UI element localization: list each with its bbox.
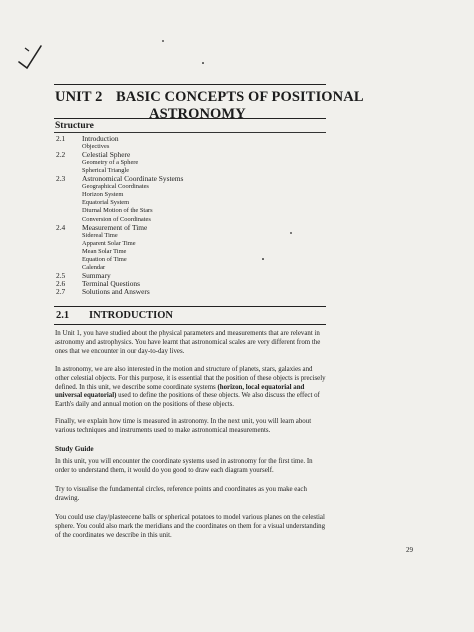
scan-speck — [262, 258, 264, 260]
intro-paragraph-2-text-b: used to define the positions of these objects. We also discuss the effect of Earth's daily and annual motion on the positions of these objects. — [55, 392, 320, 409]
intro-paragraph-1: In Unit 1, you have studied about the physical parameters and measurements that are relevant in astronomy and astrophysics. You have learnt that astronomical scales are very different from the ones that we encounter in our day-to-day lives. — [55, 330, 321, 355]
structure-item-label: Horizon System — [82, 191, 124, 199]
structure-item-label: Conversion of Coordinates — [82, 215, 151, 223]
structure-rule — [54, 132, 326, 133]
structure-item-number: 2.2 — [56, 150, 66, 160]
study-guide-paragraph-2: Try to visualise the fundamental circles, reference points and coordinates as you make each drawing. — [55, 486, 307, 502]
structure-item-label: Geographical Coordinates — [82, 183, 149, 191]
page-number: 29 — [406, 546, 413, 554]
top-rule — [54, 84, 326, 85]
intro-paragraph-2-text-a: In astronomy, we are also interested in the motion and structure of planets, stars, galaxies and other celestial objects. For this purpose, it is essential that the position of these objects is precisely defined. In this unit, we describe some coordinate systems — [55, 366, 326, 391]
structure-item-label: Solutions and Answers — [82, 286, 150, 296]
structure-item-number: 2.3 — [56, 174, 66, 184]
section-rule-bottom — [54, 324, 326, 325]
scan-speck — [290, 232, 292, 234]
structure-item-label: Diurnal Motion of the Stars — [82, 207, 153, 215]
structure-item-label: Celestial Sphere — [82, 150, 131, 160]
structure-item-number: 2.5 — [56, 270, 66, 280]
intro-paragraph-3: Finally, we explain how time is measured in astronomy. In the next unit, you will learn about various techniques and instruments used to make astronomical measurements. — [55, 418, 312, 434]
unit-title-line1: BASIC CONCEPTS OF POSITIONAL — [116, 89, 364, 105]
study-guide-heading: Study Guide — [55, 445, 94, 453]
structure-item-label: Summary — [82, 270, 111, 280]
structure-item-number: 2.7 — [56, 286, 66, 296]
structure-item-label: Mean Solar Time — [82, 247, 127, 255]
structure-heading: Structure — [55, 121, 94, 131]
coordinate-systems-emphasis: (horizon, local equatorial and universal equatorial) — [55, 383, 305, 400]
structure-item-label: Astronomical Coordinate Systems — [82, 174, 184, 184]
study-guide-paragraph-1: In this unit, you will encounter the coordinate systems used in astronomy for the first time. In order to understand them, it would do you good to draw each diagram yourself. — [55, 458, 313, 474]
structure-item-number: 2.6 — [56, 278, 66, 288]
structure-item-label: Calendar — [82, 263, 106, 271]
intro-paragraph-2 — [55, 366, 327, 410]
structure-item-label: Measurement of Time — [82, 222, 148, 232]
structure-item-label: Terminal Questions — [82, 278, 140, 288]
section-title: INTRODUCTION — [89, 310, 174, 321]
structure-item-label: Equatorial System — [82, 199, 130, 207]
study-guide-paragraph-3: You could use clay/plasteecene balls or spherical potatoes to model various planes on the celestial sphere. You could also mark the meridians and the coordinates on them for a visual understanding of the coordinates we describe in this unit. — [55, 514, 326, 539]
structure-item-number: 2.1 — [56, 134, 66, 143]
structure-item-label: Geometry of a Sphere — [82, 159, 139, 167]
structure-item-label: Introduction — [82, 134, 119, 143]
structure-item-label: Equation of Time — [82, 255, 127, 263]
scan-speck — [162, 40, 164, 42]
title-rule — [54, 118, 326, 119]
structure-item-label: Objectives — [82, 143, 110, 151]
section-number: 2.1 — [56, 310, 70, 321]
structure-item-number: 2.4 — [56, 222, 66, 232]
unit-number: UNIT 2 — [55, 89, 103, 105]
structure-item-label: Spherical Triangle — [82, 167, 130, 175]
section-rule-top — [54, 306, 326, 307]
structure-item-label: Apparent Solar Time — [82, 239, 136, 247]
scan-speck — [202, 62, 204, 64]
unit-title-line2: ASTRONOMY — [149, 106, 246, 122]
structure-item-label: Sidereal Time — [82, 231, 118, 239]
pen-tick-mark — [17, 40, 43, 74]
